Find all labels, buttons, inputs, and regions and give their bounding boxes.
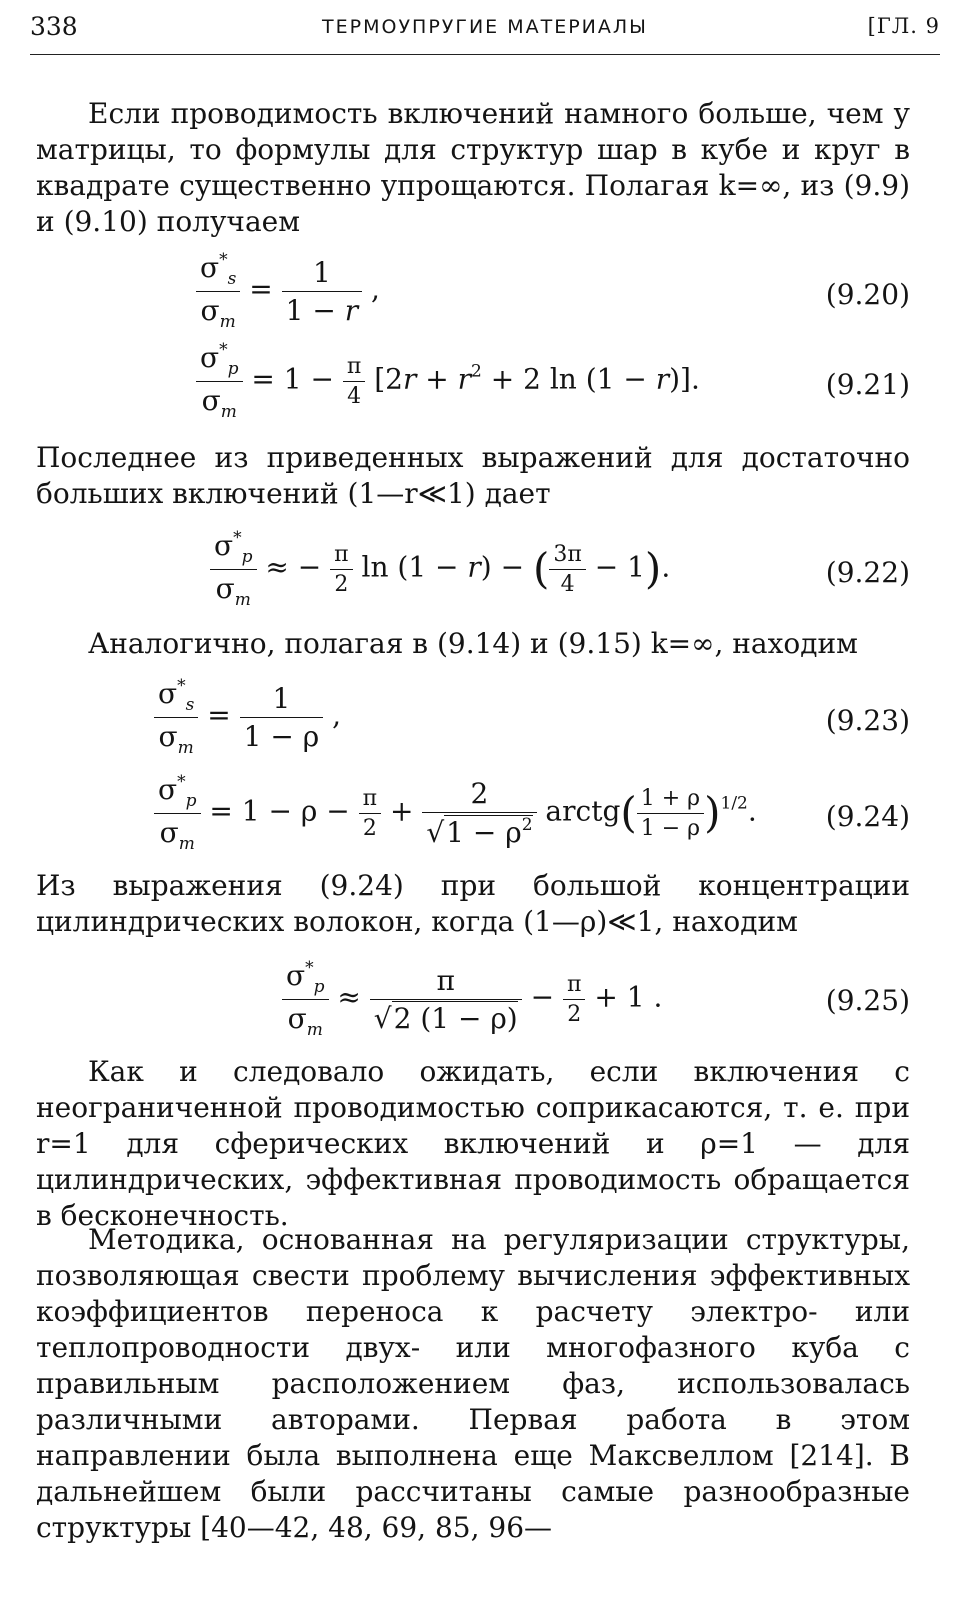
paragraph-1: Если проводимость включений намного больше, чем у матрицы, то формулы для структур шар в кубе и круг в квадрате существенно упрощаются. Полагая k=∞, из (9.9) и (9.10) получаем [36,97,910,238]
equation-number-9-25: (9.25) [825,984,910,1017]
paragraph-6: Методика, основанная на регуляризации структуры, позволяющая свести проблему вычисления эффективных коэффициентов переноса к расчету электро- или теплопроводности двух- или многофазного куба с правильным расположением фаз, использовалась различными авторами. Первая работа в этом направлении была выполнена еще Максвеллом [214]. В дальнейшем были рассчитаны самые разнообразные структуры [40—42, 48, 69, 85, 96— [36,1223,910,1544]
formula-9-23: $\frac{\sigma^*_s}{\sigma_m}$ = $\frac{1}{1 - \rho}$ , [154,676,341,758]
chapter-marker: [ГЛ. 9 [867,14,940,38]
equation-number-9-21: (9.21) [825,368,910,401]
paragraph-2: Последнее из приведенных выражений для достаточно больших включений (1—r≪1) дает [36,441,910,510]
equation-number-9-24: (9.24) [825,800,910,833]
formula-9-25: $\frac{\sigma^*_p}{\sigma_m}$ ≈ $\frac{\pi}{√2 (1 - \rho)}$ − $\frac{\pi}{2}$ + 1 . [282,958,662,1040]
paragraph-4: Из выражения (9.24) при большой концентрации цилиндрических волокон, когда (1—ρ)≪1, находим [36,869,910,938]
paragraph-3: Аналогично, полагая в (9.14) и (9.15) k=∞, находим [88,627,858,660]
paragraph-5: Как и следовало ожидать, если включения с неограниченной проводимостью соприкасаются, т. е. при r=1 для сферических включений и ρ=1 — для цилиндрических, эффективная проводимость обращается в бесконечность. [36,1055,910,1232]
formula-9-20: $\frac{\sigma^*_s}{\sigma_m}$ = $\frac{1}{1 - r}$ , [196,250,380,332]
equation-number-9-23: (9.23) [825,704,910,737]
formula-9-21: $\frac{\sigma^*_p}{\sigma_m}$ = 1 − $\frac{\pi}{4}$ [$2r + r^2 + 2$ ln (1 − r)]. [196,340,700,422]
equation-number-9-20: (9.20) [825,278,910,311]
header-rule [30,54,940,55]
page-number: 338 [30,12,78,41]
formula-9-24: $\frac{\sigma^*_p}{\sigma_m}$ = 1 − ρ − $\frac{\pi}{2}$ + $\frac{2}{√1 - \rho^2}$ arctg( $\frac{1 + \rho}{1 - \rho}$ )$^{1/2}$. [154,772,757,854]
running-title: ТЕРМОУПРУГИЕ МАТЕРИАЛЫ [322,16,648,38]
equation-number-9-22: (9.22) [825,556,910,589]
formula-9-22: $\frac{\sigma^*_p}{\sigma_m}$ ≈ − $\frac{\pi}{2}$ ln (1 − r) − ( $\frac{3\pi}{4}$ − 1). [210,528,670,610]
running-header [30,12,940,46]
